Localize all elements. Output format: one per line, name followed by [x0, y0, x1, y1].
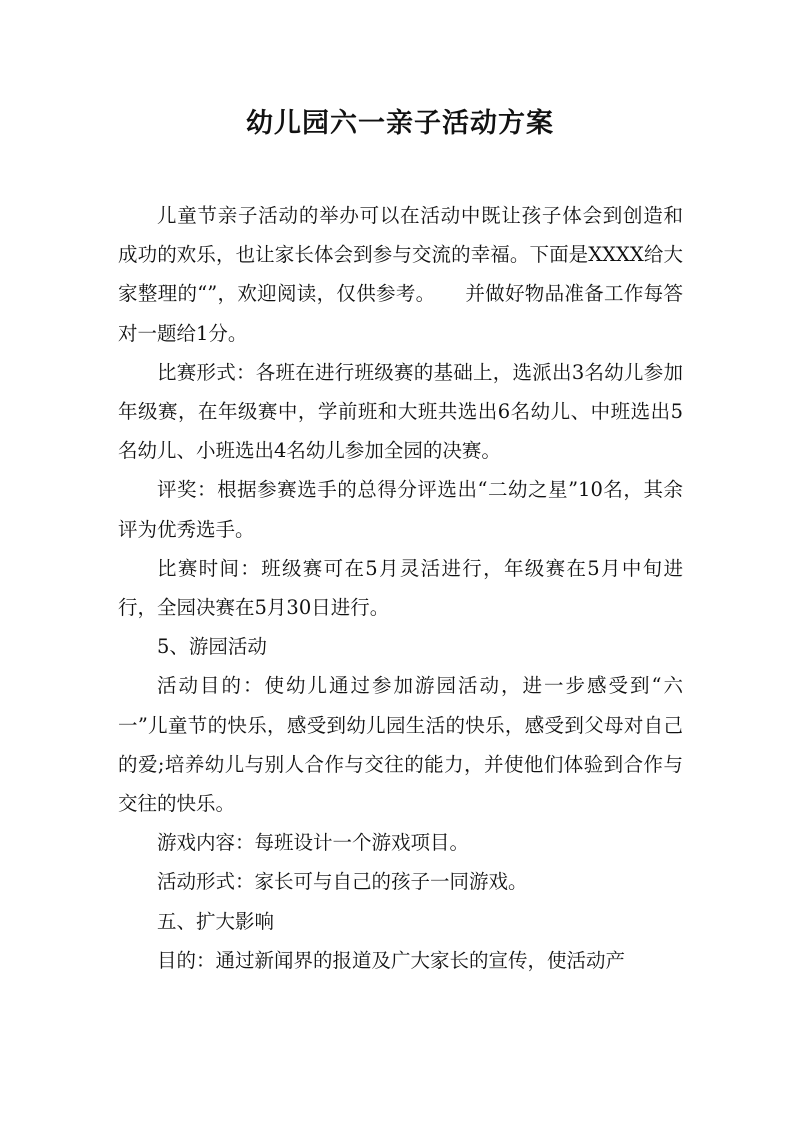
section-heading-garden-activity: 5、游园活动 — [157, 635, 267, 659]
paragraph-competition-time: 比赛时间：班级赛可在5月灵活进行，年级赛在5月中旬进行，全园决赛在5月30日进行。 — [118, 556, 683, 620]
paragraph-awards: 评奖：根据参赛选手的总得分评选出“二幼之星”10名，其余评为优秀选手。 — [118, 478, 683, 541]
paragraph-purpose: 目的：通过新闻界的报道及广大家长的宣传，使活动产 — [157, 948, 626, 972]
document-title: 幼儿园六一亲子活动方案 — [246, 108, 554, 139]
paragraph-activity-form: 活动形式：家长可与自己的孩子一同游戏。 — [157, 870, 528, 894]
paragraph-game-content: 游戏内容：每班设计一个游戏项目。 — [157, 831, 470, 855]
paragraph-competition-format: 比赛形式：各班在进行班级赛的基础上，选派出3名幼儿参加年级赛，在年级赛中，学前班和大班共选出6名幼儿、中班选出5名幼儿、小班选出4名幼儿参加全园的决赛。 — [118, 360, 683, 463]
paragraph-activity-goal: 活动目的：使幼儿通过参加游园活动，进一步感受到“六一”儿童节的快乐，感受到幼儿园生活的快乐，感受到父母对自己的爱;培养幼儿与别人合作与交往的能力，并使他们体验到合作与交往的快乐。 — [118, 674, 683, 816]
section-heading-expand-influence: 五、扩大影响 — [157, 909, 275, 933]
paragraph-intro: 儿童节亲子活动的举办可以在活动中既让孩子体会到创造和成功的欢乐，也让家长体会到参与交流的幸福。下面是XXXX给大家整理的“”，欢迎阅读，仅供参考。 并做好物品准备工作每答对一题给1分。 — [118, 204, 683, 345]
document-body — [118, 196, 683, 980]
